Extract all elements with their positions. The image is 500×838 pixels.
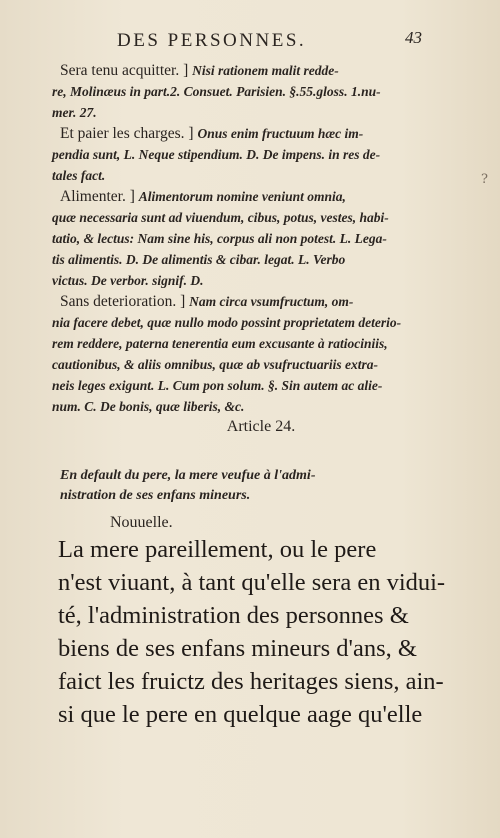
main-text-line: La mere pareillement, ou le pere (58, 536, 377, 563)
margin-mark: ? (481, 172, 488, 187)
gloss-line: mer. 27. (52, 105, 97, 120)
gloss-line: quæ necessaria sunt ad viuendum, cibus, potus, vestes, habi- (52, 210, 389, 225)
gloss-line: rem reddere, paterna tenerentia eum excusante à ratiociniis, (52, 336, 388, 351)
gloss-line: victus. De verbor. signif. D. (52, 273, 204, 288)
gloss-line: Alimenter. ] Alimentorum nomine veniunt omnia, (60, 188, 346, 205)
gloss-line: tis alimentis. D. De alimentis & cibar. legat. L. Verbo (52, 252, 346, 267)
gloss-line: tales fact. (52, 168, 106, 183)
gloss-line: num. C. De bonis, quæ liberis, &c. (52, 399, 245, 414)
running-head: DES PERSONNES. (117, 30, 307, 51)
main-text-line: té, l'administration des personnes & (58, 602, 409, 629)
page-number: 43 (405, 28, 422, 47)
gloss-line: re, Molinæus in part.2. Consuet. Parisien. §.55.gloss. 1.nu- (52, 84, 381, 99)
gloss-line: Et paier les charges. ] Onus enim fructuum hæc im- (60, 125, 364, 142)
gloss-line: Sans deterioration. ] Nam circa vsumfructum, om- (60, 293, 354, 310)
article-heading: Article 24. (226, 418, 296, 435)
gloss-line: neis leges exigunt. L. Cum pon solum. §. Sin autem ac alie- (52, 378, 383, 393)
nouvelle-label: Nouuelle. (110, 514, 173, 531)
main-text-line: n'est viuant, à tant qu'elle sera en vidui- (58, 569, 446, 596)
gloss-line: Sera tenu acquitter. ] Nisi rationem malit redde- (60, 62, 339, 79)
main-text-line: faict les fruictz des heritages siens, ain- (58, 668, 444, 695)
gloss-line: tatio, & lectus: Nam sine his, corpus ali non potest. L. Lega- (52, 231, 387, 246)
gloss-line: cautionibus, & aliis omnibus, quæ ab vsufructuariis extra- (52, 357, 378, 372)
gloss-line: nia facere debet, quæ nullo modo possint proprietatem deterio- (52, 315, 402, 330)
main-text-line: si que le pere en quelque aage qu'elle (58, 701, 423, 728)
rubric-line: nistration de ses enfans mineurs. (60, 488, 251, 503)
gloss-line: pendia sunt, L. Neque stipendium. D. De impens. in res de- (52, 147, 381, 162)
main-text-line: biens de ses enfans mineurs d'ans, & (58, 635, 417, 662)
page-header (0, 30, 500, 54)
rubric-line: En default du pere, la mere veufue à l'admi- (60, 468, 316, 483)
